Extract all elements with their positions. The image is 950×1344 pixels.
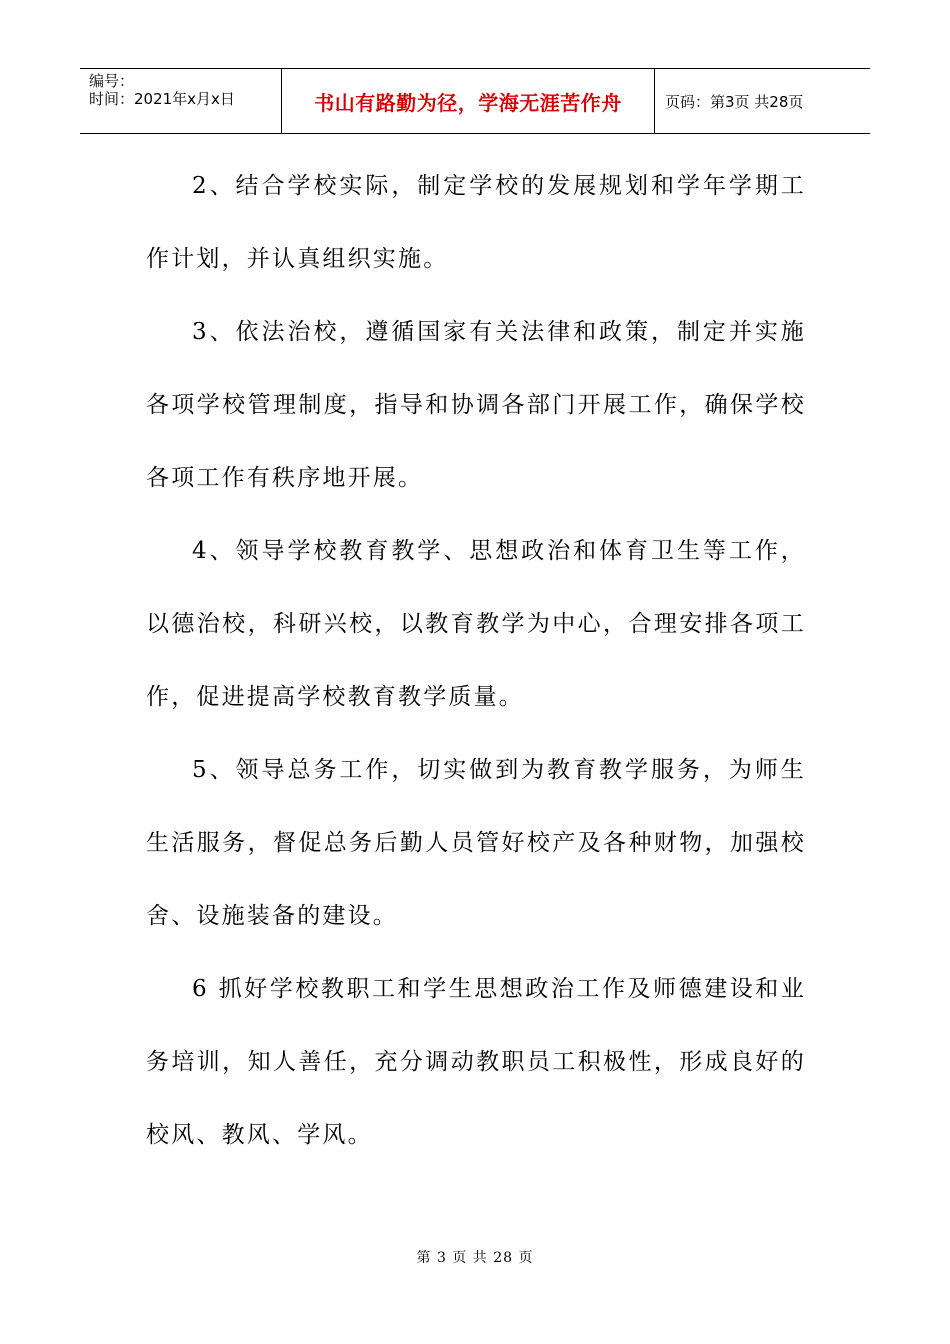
header-meta-cell <box>80 69 282 133</box>
paragraph-item-4: 4、领导学校教育教学、思想政治和体育卫生等工作，以德治校，科研兴校，以教育教学为中心，合理安排各项工作，促进提高学校教育教学质量。 <box>146 538 806 710</box>
paragraph-item-6: 6 抓好学校教职工和学生思想政治工作及师德建设和业务培训，知人善任，充分调动教职员工积极性，形成良好的校风、教风、学风。 <box>146 976 806 1148</box>
paragraph-item-3: 3、依法治校，遵循国家有关法律和政策，制定并实施各项学校管理制度，指导和协调各部门开展工作，确保学校各项工作有秩序地开展。 <box>146 319 806 491</box>
paragraph-item-5: 5、领导总务工作，切实做到为教育教学服务，为师生生活服务，督促总务后勤人员管好校产及各种财物，加强校舍、设施装备的建设。 <box>146 757 806 929</box>
paragraph-item-2: 2、结合学校实际，制定学校的发展规划和学年学期工作计划，并认真组织实施。 <box>146 173 806 272</box>
document-body <box>146 150 806 1172</box>
document-time-label: 时间：2021年x月x日 <box>89 90 235 108</box>
header-page-cell <box>655 69 870 133</box>
page-footer <box>0 1247 950 1267</box>
document-header <box>80 68 870 134</box>
header-motto: 书山有路勤为径，学海无涯苦作舟 <box>314 90 622 115</box>
header-page-info: 页码：第3页 共28页 <box>665 92 804 111</box>
document-number-label: 编号： <box>89 72 135 90</box>
header-motto-cell <box>282 69 655 133</box>
footer-page-number: 第 3 页 共 28 页 <box>416 1250 534 1266</box>
